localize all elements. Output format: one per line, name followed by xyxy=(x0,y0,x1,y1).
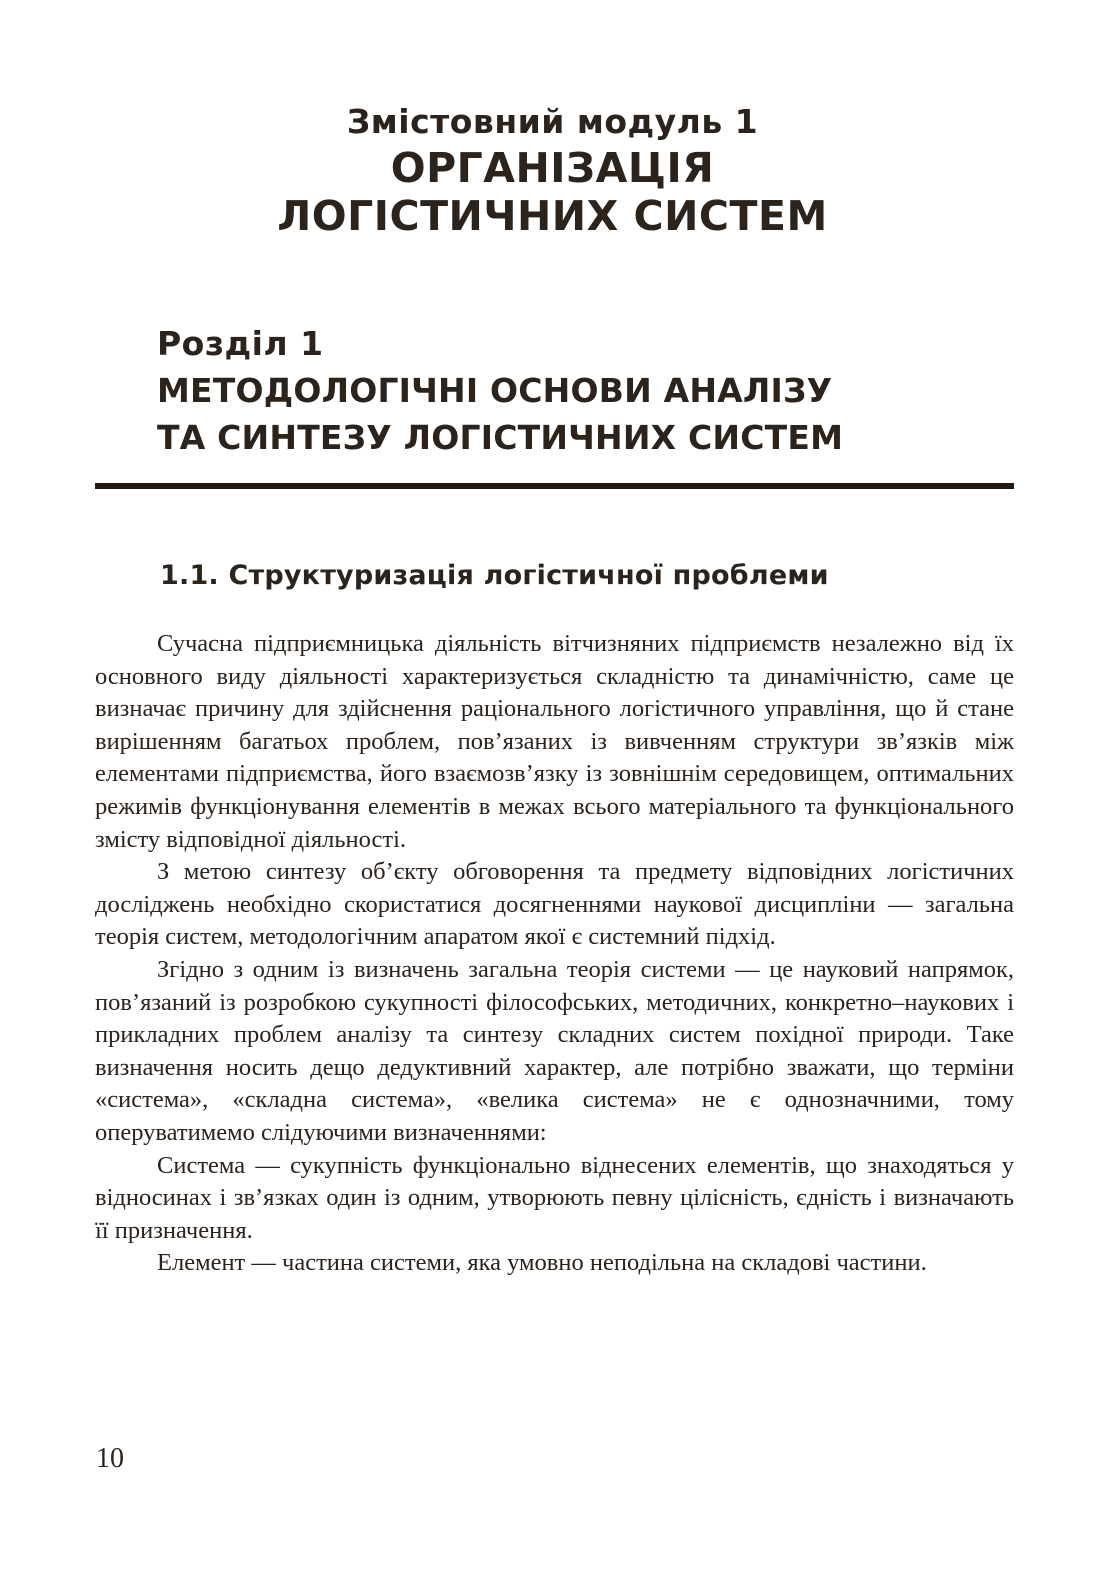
body-text xyxy=(95,628,1014,1280)
paragraph: Згідно з одним із визначень загальна теорія системи — це науковий напрямок, пов’язаний із розробкою сукупності філософських, методичних, конкретно–наукових і прикладних проблем аналізу та синтезу складних систем похідної природи. Таке визначення носить дещо дедуктивний характер, але потрібно зважати, що терміни «система», «складна система», «велика система» не є однозначними, тому оперуватимемо слідуючими визначеннями: xyxy=(95,955,1014,1146)
paragraph: Система — сукупність функціонально віднесених елементів, що знаходяться у відносинах і зв’язках один із одним, утворюють певну цілісність, єдність і визначають її призначення. xyxy=(95,1151,1014,1244)
page-number: 10 xyxy=(96,1443,124,1474)
paragraph: Елемент — частина системи, яка умовно неподільна на складові частини. xyxy=(157,1249,927,1277)
module-title-line-1: ОРГАНІЗАЦІЯ xyxy=(390,144,715,192)
chapter-header xyxy=(157,322,1057,460)
section-heading: 1.1. Структуризація логістичної проблеми xyxy=(160,560,829,591)
chapter-title-line-1: МЕТОДОЛОГІЧНІ ОСНОВИ АНАЛІЗУ xyxy=(157,371,833,410)
chapter-divider xyxy=(95,483,1014,489)
module-header xyxy=(0,100,1105,240)
paragraph: З метою синтезу об’єкту обговорення та предмету відповідних логістичних досліджень необхідно скористатися досягненнями наукової дисципліни — загальна теорія систем, методологічним апаратом якої є системний підхід. xyxy=(95,858,1014,951)
module-subtitle: Змістовний модуль 1 xyxy=(346,102,759,141)
chapter-label: Розділ 1 xyxy=(157,324,324,363)
module-title-line-2: ЛОГІСТИЧНИХ СИСТЕМ xyxy=(277,192,828,240)
chapter-title-line-2: ТА СИНТЕЗУ ЛОГІСТИЧНИХ СИСТЕМ xyxy=(157,418,844,457)
paragraph: Сучасна підприємницька діяльність вітчизняних підприємств незалежно від їх основного виду діяльності характеризується складністю та динамічністю, саме це визначає причину для здійснення раціонального логістичного управління, що й стане вирішенням багатьох проблем, пов’язаних із вивченням структури зв’язків між елементами підприємства, його взаємозв’язку із зовнішнім середовищем, оптимальних режимів функціонування елементів в межах всього матеріального та функціонального змісту відповідної діяльності. xyxy=(95,630,1014,853)
